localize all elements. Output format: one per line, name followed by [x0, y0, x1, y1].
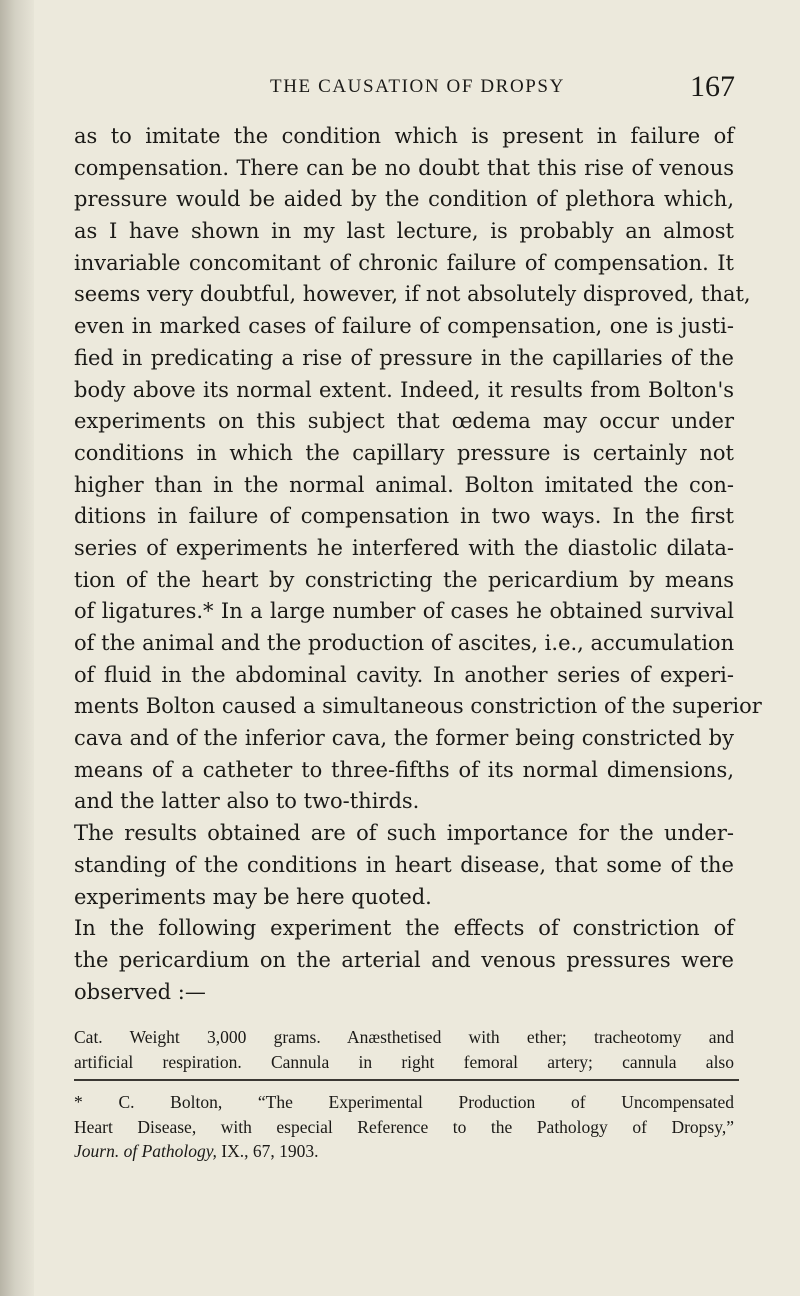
text-line: body above its normal extent. Indeed, it results from Bolton's	[74, 377, 734, 402]
page-number: 167	[690, 70, 735, 103]
running-head: THE CAUSATION OF DROPSY	[270, 76, 565, 97]
journal-title: Journ. of Pathology,	[74, 1141, 217, 1161]
text-line: The results obtained are of such importance for the under-	[74, 821, 734, 846]
text-line: invariable concomitant of chronic failure of compensation. It	[74, 250, 734, 275]
text-line: of the animal and the production of ascites, i.e., accumulation	[74, 631, 735, 655]
text-line: tion of the heart by constricting the pericardium by means	[74, 567, 734, 592]
text-line: experiments on this subject that œdema may occur under	[74, 409, 734, 434]
text-line: compensation. There can be no doubt that this rise of venous	[74, 155, 734, 180]
text-line: conditions in which the capillary pressure is certainly not	[74, 440, 734, 465]
experiment-note	[74, 1025, 734, 1075]
text-line: In the following experiment the effects of constriction of	[74, 916, 734, 941]
experiment-line: Cat. Weight 3,000 grams. Anæsthetised with ether; tracheotomy and	[74, 1027, 734, 1047]
text-line: and the latter also to two-thirds.	[74, 789, 420, 814]
footnote-rule	[74, 1079, 739, 1081]
text-line: seems very doubtful, however, if not absolutely disproved, that,	[74, 282, 751, 307]
footnote-line: Heart Disease, with especial Reference to the Pathology of Dropsy,”	[74, 1116, 734, 1137]
body-text	[74, 121, 762, 1008]
text-line: series of experiments he interfered with the diastolic dilata-	[74, 535, 734, 560]
footnote	[74, 1090, 734, 1164]
text-line: ments Bolton caused a simultaneous constriction of the superior	[74, 694, 762, 719]
footnote-line: * C. Bolton, “The Experimental Production of Uncompensated	[74, 1092, 734, 1112]
text-line: observed :—	[74, 979, 206, 1004]
text-line: of ligatures.* In a large number of cases he obtained survival	[74, 599, 734, 624]
text-line: fied in predicating a rise of pressure in the capillaries of the	[74, 345, 734, 370]
text-line: means of a catheter to three-fifths of its normal dimensions,	[74, 757, 734, 782]
text-line: the pericardium on the arterial and venous pressures were	[74, 947, 734, 972]
text-line: of fluid in the abdominal cavity. In another series of experi-	[74, 662, 734, 687]
text-line: as I have shown in my last lecture, is probably an almost	[74, 219, 734, 244]
text-line: pressure would be aided by the condition of plethora which,	[74, 187, 734, 212]
text-line: as to imitate the condition which is present in failure of	[74, 124, 734, 148]
footnote-line	[74, 1139, 734, 1164]
text-line: even in marked cases of failure of compensation, one is justi-	[74, 314, 734, 339]
text-line: experiments may be here quoted.	[74, 884, 432, 909]
experiment-line: artificial respiration. Cannula in right femoral artery; cannula also	[74, 1052, 734, 1072]
text-line: higher than in the normal animal. Bolton imitated the con-	[74, 472, 734, 497]
text-line: standing of the conditions in heart disease, that some of the	[74, 852, 734, 877]
journal-citation: IX., 67, 1903.	[216, 1141, 319, 1161]
page-header	[270, 70, 735, 106]
text-line: cava and of the inferior cava, the former being constricted by	[74, 726, 734, 751]
text-line: ditions in failure of compensation in two ways. In the first	[74, 504, 734, 529]
